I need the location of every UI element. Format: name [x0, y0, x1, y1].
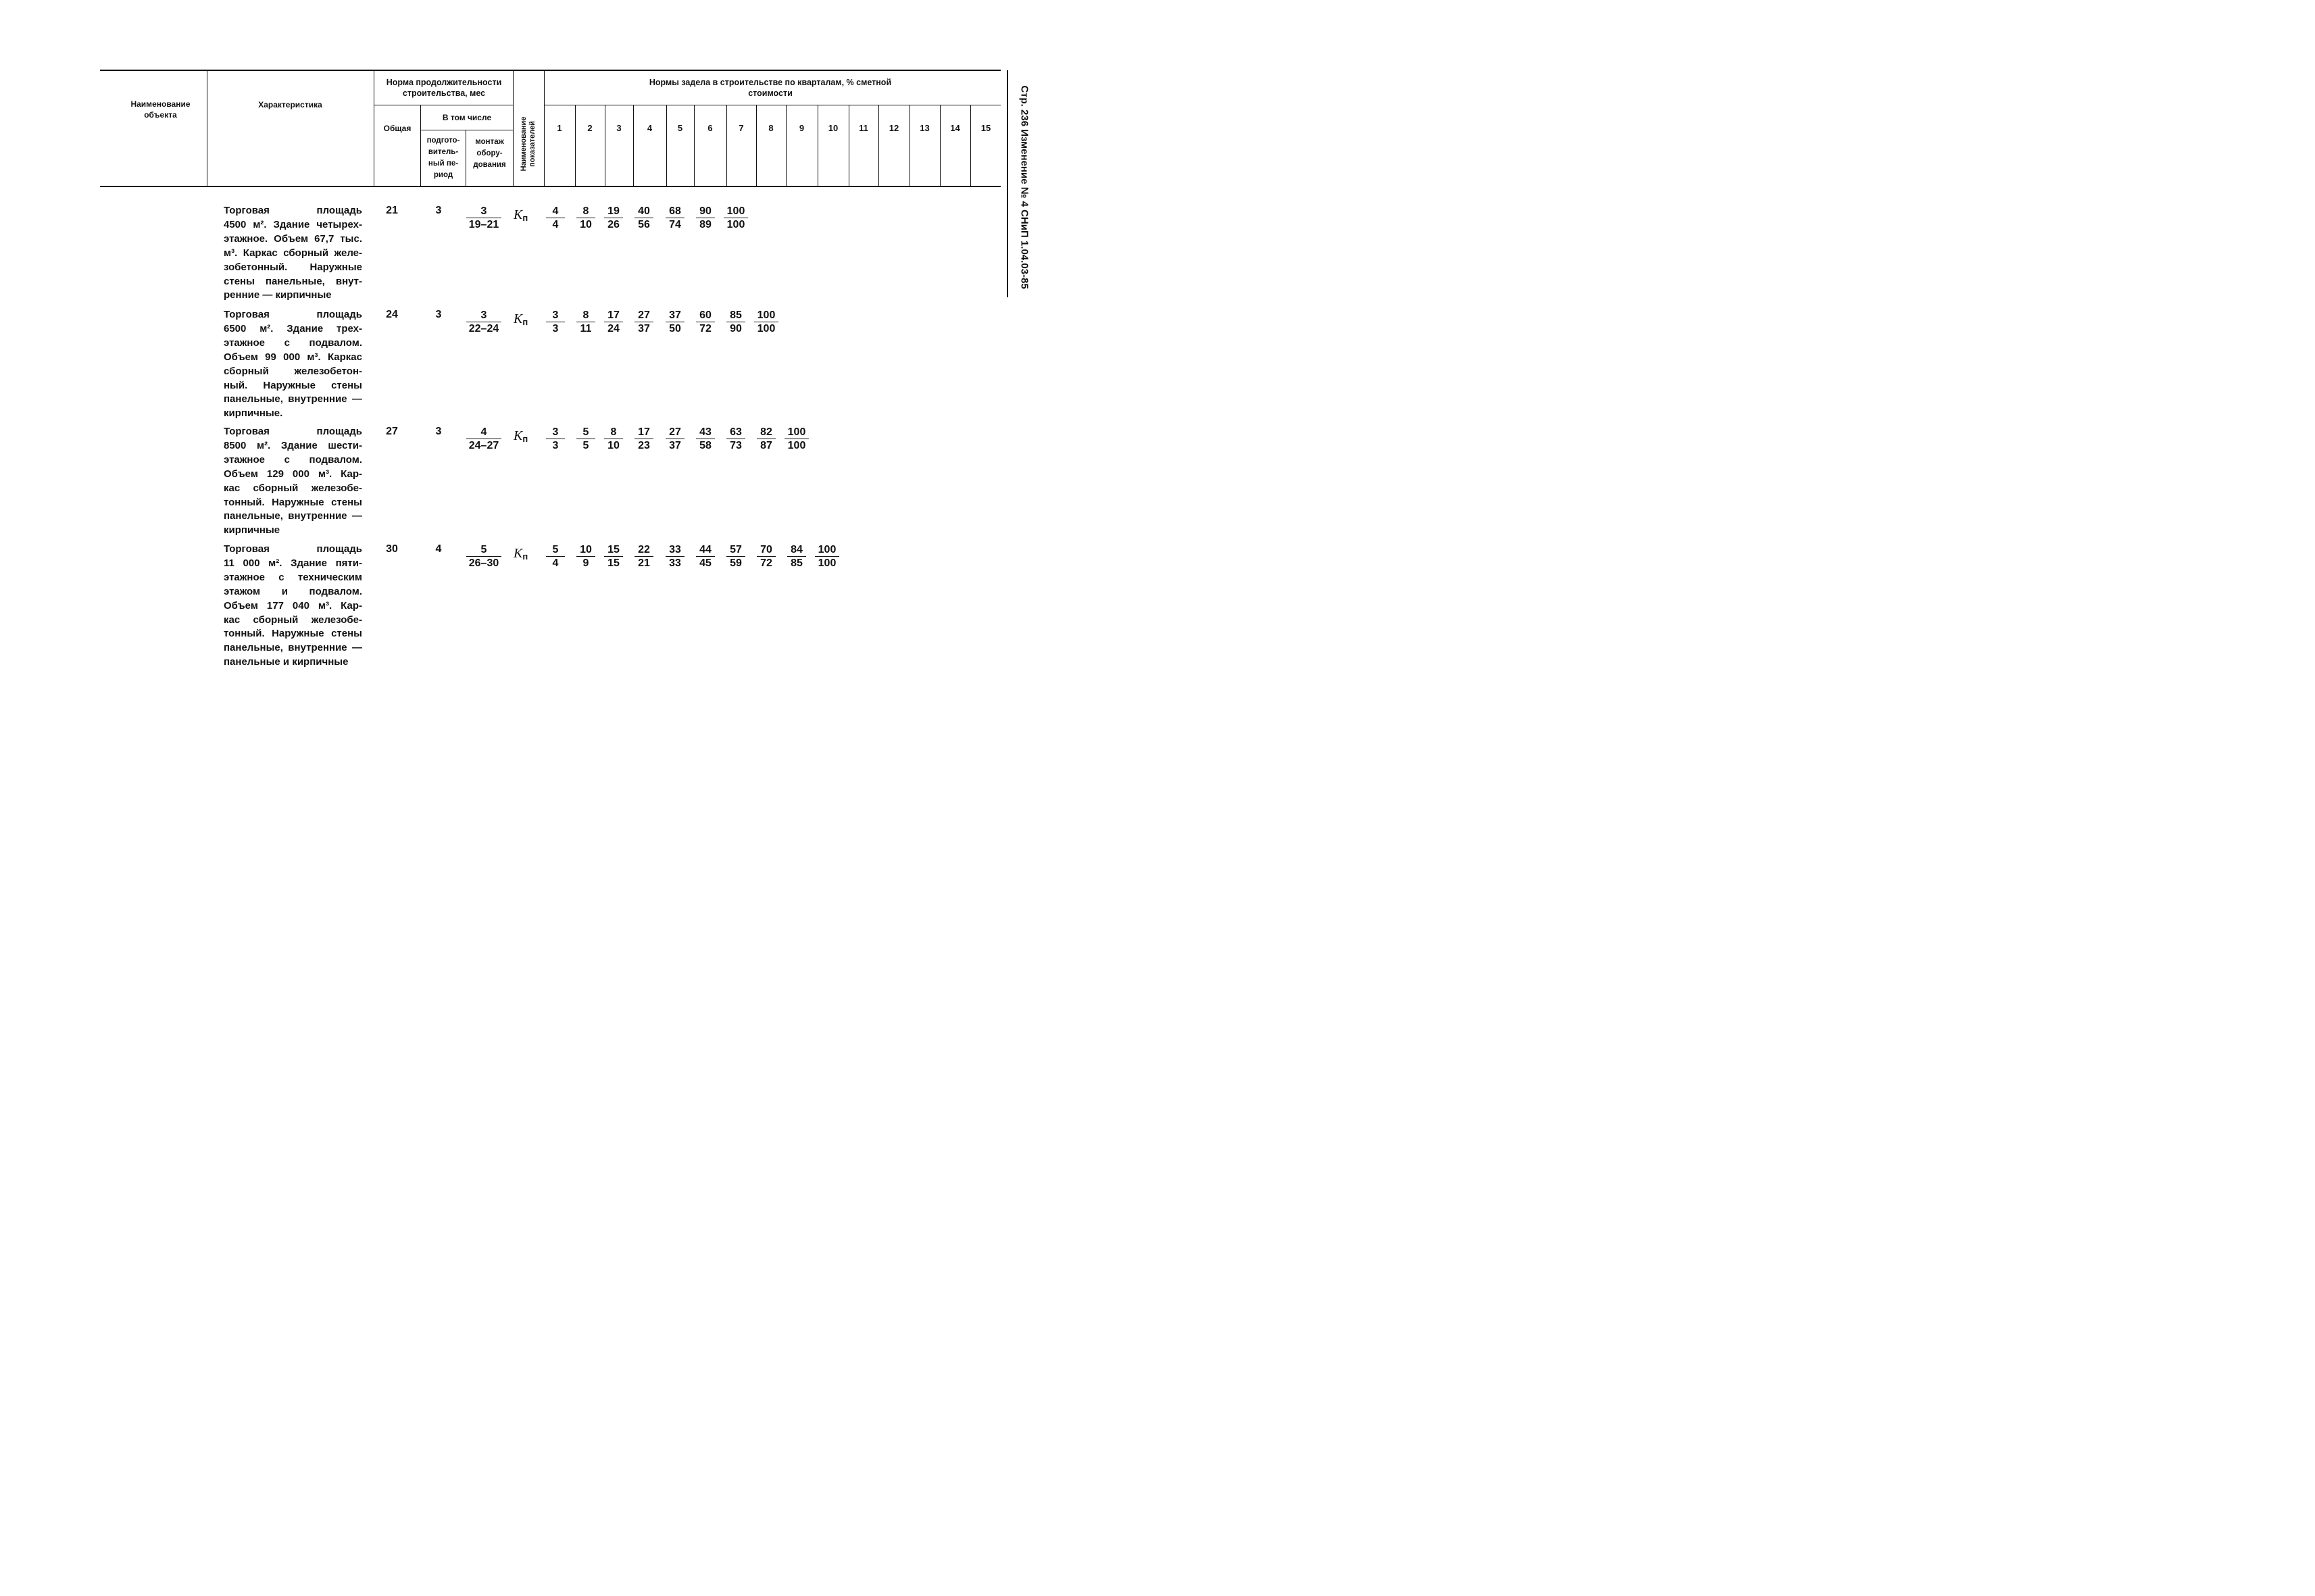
desc-line: этажное с техническим: [224, 571, 362, 583]
fraction-denominator: 87: [760, 440, 772, 451]
kn-symbol: K: [514, 207, 523, 222]
quarter-fraction: [634, 309, 653, 335]
kn-symbol: K: [514, 546, 523, 561]
quarter-fraction: [726, 543, 745, 570]
quarter-fraction: [696, 426, 715, 452]
header-backlog-norms: Нормы задела в строительстве по кварталам, % сметной стоимости: [649, 78, 892, 98]
fraction-numerator: 10: [576, 543, 595, 557]
desc-line: 6500 м². Здание трех-: [224, 322, 362, 334]
desc-line: ренние — кирпичные: [224, 289, 332, 301]
quarter-fraction: [757, 426, 776, 452]
quarter-number: 7: [739, 123, 744, 133]
fraction-numerator: 17: [634, 426, 653, 439]
header-characteristic: Характеристика: [258, 100, 322, 109]
desc-line: 8500 м². Здание шести-: [224, 439, 362, 451]
quarter-number: 15: [980, 123, 991, 133]
header-object-name: Наименование объекта: [130, 99, 191, 120]
fraction-denominator: 74: [669, 219, 681, 230]
fraction-denominator: 22–24: [468, 323, 499, 334]
desc-line: м³. Каркас сборный желе-: [224, 247, 362, 259]
fraction-denominator: 10: [607, 440, 620, 451]
quarter-fraction: [546, 205, 565, 231]
fraction-numerator: 15: [604, 543, 623, 557]
quarter-fraction: [696, 309, 715, 335]
fraction-numerator: 4: [546, 205, 565, 218]
header-vline: [786, 105, 787, 186]
fraction-denominator: 72: [760, 557, 772, 569]
desc-line: этажом и подвалом.: [224, 585, 362, 597]
fraction-denominator: 3: [552, 440, 559, 451]
kn-symbol: K: [514, 311, 523, 326]
quarter-fraction: [576, 426, 595, 452]
quarter-fraction: [666, 309, 684, 335]
quarter-number: 14: [950, 123, 960, 133]
header-vline: [575, 105, 576, 186]
header-including: В том числе: [442, 113, 492, 122]
fraction-denominator: 50: [669, 323, 681, 334]
header-duration-norm: Норма продолжительности строительства, мес: [386, 78, 502, 98]
fraction-numerator: 40: [634, 205, 653, 218]
install-fraction: [466, 205, 501, 231]
desc-line: панельные, внутренние —: [224, 642, 362, 654]
quarter-fraction: [724, 205, 748, 231]
fraction-denominator: 33: [669, 557, 681, 569]
header-total: Общая: [383, 124, 412, 133]
header-prep-period: подгото-витель-ный пе-риод: [426, 136, 460, 179]
fraction-denominator: 56: [638, 219, 650, 230]
desc-line: сборный железобетон-: [224, 365, 362, 377]
fraction-numerator: 3: [546, 309, 565, 322]
fraction-denominator: 89: [699, 219, 712, 230]
fraction-numerator: 8: [604, 426, 623, 439]
quarter-number: 9: [799, 123, 805, 133]
fraction-numerator: 22: [634, 543, 653, 557]
quarter-fraction: [666, 205, 684, 231]
quarter-fraction: [634, 426, 653, 452]
desc-line: кас сборный железобе-: [224, 614, 362, 626]
fraction-numerator: 84: [787, 543, 806, 557]
header-vline: [756, 105, 757, 186]
quarter-fraction: [726, 309, 745, 335]
fraction-denominator: 100: [726, 219, 745, 230]
header-top-rule: [100, 70, 1001, 71]
fraction-numerator: 3: [546, 426, 565, 439]
kn-symbol: K: [514, 428, 523, 443]
desc-line: кирпичные.: [224, 407, 283, 420]
fraction-numerator: 27: [666, 426, 684, 439]
quarter-fraction: [546, 543, 565, 570]
desc-line: тонный. Наружные стены: [224, 628, 362, 640]
quarter-fraction: [576, 205, 595, 231]
fraction-denominator: 9: [582, 557, 589, 569]
fraction-denominator: 10: [580, 219, 592, 230]
side-rule: [1007, 70, 1008, 297]
fraction-numerator: 19: [604, 205, 623, 218]
desc-line: кас сборный железобе-: [224, 482, 362, 494]
fraction-denominator: 21: [638, 557, 650, 569]
row-description: [224, 425, 362, 538]
kn-subscript: п: [522, 317, 528, 327]
quarter-fraction: [634, 205, 653, 231]
header-vline: [666, 105, 667, 186]
quarter-fraction: [787, 543, 806, 570]
document-page: [0, 0, 1049, 723]
fraction-numerator: 27: [634, 309, 653, 322]
fraction-numerator: 63: [726, 426, 745, 439]
fraction-denominator: 73: [730, 440, 742, 451]
quarter-fraction: [634, 543, 653, 570]
desc-line: панельные, внутренние —: [224, 393, 362, 405]
quarter-number: 6: [707, 123, 713, 133]
header-vline: [694, 105, 695, 186]
quarter-number: 8: [768, 123, 774, 133]
fraction-numerator: 37: [666, 309, 684, 322]
fraction-denominator: 72: [699, 323, 712, 334]
desc-line: панельные и кирпичные: [224, 656, 349, 668]
fraction-denominator: 37: [638, 323, 650, 334]
fraction-denominator: 23: [638, 440, 650, 451]
side-caption-text: Стр. 236 Изменение № 4 СНиП 1.04.03-85: [1018, 85, 1030, 289]
header-equipment-install: монтаж обору-дования: [473, 137, 506, 169]
desc-line: этажное с подвалом.: [224, 453, 362, 466]
quarter-number: 4: [647, 123, 653, 133]
fraction-denominator: 37: [669, 440, 681, 451]
quarter-fraction: [696, 543, 715, 570]
fraction-denominator: 15: [607, 557, 620, 569]
fraction-numerator: 8: [576, 309, 595, 322]
quarter-number: 5: [677, 123, 683, 133]
fraction-denominator: 24: [607, 323, 620, 334]
quarter-fraction: [604, 543, 623, 570]
quarter-number: 12: [889, 123, 899, 133]
fraction-numerator: 33: [666, 543, 684, 557]
fraction-denominator: 45: [699, 557, 712, 569]
fraction-numerator: 68: [666, 205, 684, 218]
prep-duration: 3: [435, 309, 442, 320]
quarter-fraction: [696, 205, 715, 231]
fraction-numerator: 100: [815, 543, 839, 557]
desc-line: Торговая площадь: [224, 543, 362, 555]
desc-line: Торговая площадь: [224, 309, 362, 320]
fraction-denominator: 100: [787, 440, 806, 451]
fraction-numerator: 85: [726, 309, 745, 322]
row-description: [224, 308, 362, 421]
side-caption: [1017, 72, 1032, 302]
desc-line: Торговая площадь: [224, 205, 362, 216]
quarter-fraction: [546, 426, 565, 452]
quarter-fraction: [604, 309, 623, 335]
fraction-numerator: 5: [546, 543, 565, 557]
total-duration: 27: [386, 426, 398, 437]
fraction-numerator: 57: [726, 543, 745, 557]
desc-line: стены панельные, внут-: [224, 275, 362, 287]
quarter-fraction: [666, 543, 684, 570]
fraction-numerator: 70: [757, 543, 776, 557]
fraction-denominator: 5: [582, 440, 589, 451]
fraction-denominator: 4: [552, 557, 559, 569]
fraction-numerator: 100: [754, 309, 778, 322]
fraction-numerator: 17: [604, 309, 623, 322]
header-indicators: Наименование показателей: [520, 116, 537, 172]
install-fraction: [466, 543, 501, 570]
quarter-number: 1: [557, 123, 562, 133]
quarter-number: 3: [616, 123, 622, 133]
header-vline: [633, 105, 634, 186]
kn-indicator: [514, 311, 528, 327]
desc-line: этажное с подвалом.: [224, 336, 362, 349]
fraction-denominator: 100: [818, 557, 837, 569]
kn-subscript: п: [522, 434, 528, 444]
install-fraction: [466, 309, 501, 335]
desc-line: 11 000 м². Здание пяти-: [224, 557, 362, 569]
desc-line: тонный. Наружные стены: [224, 496, 362, 508]
desc-line: Объем 177 040 м³. Кар-: [224, 599, 362, 612]
total-duration: 21: [386, 205, 398, 216]
fraction-numerator: 3: [466, 309, 501, 322]
quarter-fraction: [576, 309, 595, 335]
desc-line: ный. Наружные стены: [224, 379, 362, 391]
kn-indicator: [514, 428, 528, 444]
fraction-numerator: 5: [576, 426, 595, 439]
fraction-denominator: 85: [791, 557, 803, 569]
quarter-fraction: [754, 309, 778, 335]
fraction-numerator: 90: [696, 205, 715, 218]
header-vline: [940, 105, 941, 186]
fraction-denominator: 4: [552, 219, 559, 230]
header-vline: [513, 70, 514, 186]
quarter-number: 10: [828, 123, 839, 133]
desc-line: Объем 129 000 м³. Кар-: [224, 468, 362, 480]
desc-line: зобетонный. Наружные: [224, 261, 362, 273]
header-bottom-rule: [100, 186, 1001, 187]
fraction-denominator: 58: [699, 440, 712, 451]
header-vline: [970, 105, 971, 186]
quarter-number: 2: [587, 123, 593, 133]
fraction-numerator: 44: [696, 543, 715, 557]
quarter-fraction: [785, 426, 809, 452]
desc-line: Торговая площадь: [224, 426, 362, 437]
kn-subscript: п: [522, 551, 528, 562]
quarter-fraction: [604, 426, 623, 452]
fraction-numerator: 100: [724, 205, 748, 218]
install-fraction: [466, 426, 501, 452]
quarter-fraction: [604, 205, 623, 231]
row-description: [224, 543, 362, 670]
fraction-numerator: 60: [696, 309, 715, 322]
total-duration: 24: [386, 309, 398, 320]
quarter-number: 11: [859, 123, 868, 133]
fraction-numerator: 8: [576, 205, 595, 218]
fraction-denominator: 19–21: [468, 219, 499, 230]
desc-line: этажное. Объем 67,7 тыс.: [224, 232, 362, 245]
kn-indicator: [514, 546, 528, 562]
fraction-numerator: 5: [466, 543, 501, 557]
prep-duration: 3: [435, 426, 442, 437]
total-duration: 30: [386, 543, 398, 555]
fraction-numerator: 100: [785, 426, 809, 439]
row-description: [224, 204, 362, 303]
kn-subscript: п: [522, 213, 528, 223]
fraction-denominator: 24–27: [468, 440, 499, 451]
header-vline: [726, 105, 727, 186]
quarter-fraction: [757, 543, 776, 570]
fraction-denominator: 3: [552, 323, 559, 334]
prep-duration: 3: [435, 205, 442, 216]
quarter-fraction: [576, 543, 595, 570]
desc-line: Объем 99 000 м³. Каркас: [224, 351, 362, 363]
quarter-fraction: [546, 309, 565, 335]
quarter-number: 13: [920, 123, 930, 133]
fraction-numerator: 3: [466, 205, 501, 218]
fraction-denominator: 11: [580, 323, 592, 334]
quarter-fraction: [815, 543, 839, 570]
header-vline: [878, 105, 879, 186]
desc-line: кирпичные: [224, 524, 280, 537]
quarter-fraction: [666, 426, 684, 452]
quarter-fraction: [726, 426, 745, 452]
fraction-numerator: 4: [466, 426, 501, 439]
fraction-denominator: 26: [607, 219, 620, 230]
desc-line: 4500 м². Здание четырех-: [224, 218, 362, 230]
fraction-denominator: 90: [730, 323, 742, 334]
fraction-denominator: 26–30: [468, 557, 499, 569]
fraction-denominator: 59: [730, 557, 742, 569]
fraction-numerator: 43: [696, 426, 715, 439]
desc-line: панельные, внутренние —: [224, 510, 362, 522]
fraction-numerator: 82: [757, 426, 776, 439]
fraction-denominator: 100: [757, 323, 776, 334]
kn-indicator: [514, 207, 528, 223]
prep-duration: 4: [435, 543, 442, 555]
